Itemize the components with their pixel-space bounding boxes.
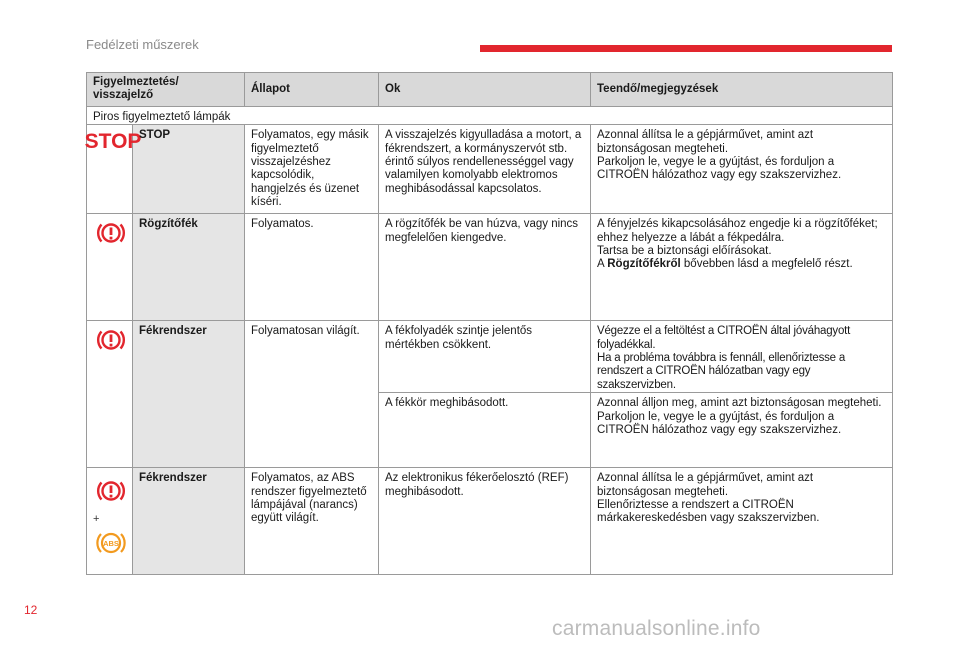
abs-icon xyxy=(93,528,129,558)
warning-lights-table xyxy=(86,72,893,575)
action-reference xyxy=(597,258,886,271)
brake-warning-icon xyxy=(93,325,129,355)
table-row xyxy=(87,125,893,214)
indicator-name: Fékrendszer xyxy=(133,468,245,575)
action-line: Azonnal állítsa le a gépjárművet, amint azt biztonságosan megteheti. xyxy=(597,472,814,498)
icon-cell xyxy=(87,214,133,321)
page-number: 12 xyxy=(24,603,38,617)
action-line: Parkoljon le, vegye le a gyújtást, és forduljon a CITROËN hálózathoz vagy egy szakszervizhez. xyxy=(597,156,842,182)
abs-icon-text: ABS xyxy=(103,539,119,549)
indicator-name: Fékrendszer xyxy=(133,321,245,468)
cause-cell: A fékfolyadék szintje jelentős mértékben csökkent. xyxy=(379,321,591,393)
header-accent-bar xyxy=(480,45,892,52)
table-row xyxy=(87,214,893,321)
icon-cell xyxy=(87,321,133,468)
action-cell xyxy=(591,125,893,214)
indicator-name: STOP xyxy=(133,125,245,214)
cause-cell: A rögzítőfék be van húzva, vagy nincs megfelelően kiengedve. xyxy=(379,214,591,321)
table-header-row xyxy=(87,73,893,107)
column-header-cause: Ok xyxy=(379,73,591,107)
action-cell xyxy=(591,321,893,393)
action-line: Parkoljon le, vegye le a gyújtást, és forduljon a CITROËN hálózathoz vagy egy szakszervizhez. xyxy=(597,410,842,437)
action-line: Ellenőriztesse a rendszert a CITROËN márkakereskedésben vagy szakszervizben. xyxy=(597,499,820,525)
state-cell: Folyamatosan világít. xyxy=(245,321,379,468)
column-header-state: Állapot xyxy=(245,73,379,107)
brake-warning-icon xyxy=(93,218,129,248)
action-ref-prefix: A xyxy=(597,258,608,271)
icon-cell xyxy=(84,125,142,214)
action-line: Ha a probléma továbbra is fennáll, ellenőriztesse a rendszert a CITROËN hálózatban vagy egy szakszervizben. xyxy=(597,352,846,391)
action-ref-bold: Rögzítőfékről xyxy=(607,258,681,271)
cause-cell: A visszajelzés kigyulladása a motort, a fékrendszert, a kormányszervót stb. érintő súlyos rendellenességgel vagy valamilyen komolyabb elektromos meghibásodással kapcsolatos. xyxy=(379,125,591,214)
action-cell xyxy=(591,393,893,468)
state-cell: Folyamatos. xyxy=(245,214,379,321)
action-line: Azonnal állítsa le a gépjárművet, amint azt biztonságosan megteheti. xyxy=(597,129,814,155)
cause-cell: Az elektronikus fékerőelosztó (REF) meghibásodott. xyxy=(379,468,591,575)
brake-warning-icon xyxy=(93,476,129,506)
action-line: Azonnal álljon meg, amint azt biztonságosan megteheti. xyxy=(597,397,882,410)
column-header-action: Teendő/megjegyzések xyxy=(591,73,893,107)
action-line: A fényjelzés kikapcsolásához engedje ki a rögzítőféket; ehhez helyezze a lábát a fékpedálra. xyxy=(597,218,878,244)
plus-sign: + xyxy=(93,512,100,525)
stop-icon xyxy=(84,129,142,154)
action-cell xyxy=(591,468,893,575)
stop-icon-text: STOP xyxy=(84,130,142,154)
action-ref-suffix: bővebben lásd a megfelelő részt. xyxy=(680,258,853,271)
action-cell xyxy=(591,214,893,321)
state-cell: Folyamatos, az ABS rendszer figyelmeztető lámpájával (narancs) együtt világít. xyxy=(245,468,379,575)
indicator-name: Rögzítőfék xyxy=(133,214,245,321)
table-row xyxy=(87,468,893,575)
action-line: Végezze el a feltöltést a CITROËN által jóváhagyott folyadékkal. xyxy=(597,325,851,351)
action-line: Tartsa be a biztonsági előírásokat. xyxy=(597,245,772,258)
page-header-title: Fedélzeti műszerek xyxy=(86,37,199,52)
column-header-indicator: Figyelmeztetés/ visszajelző xyxy=(87,73,245,107)
section-title: Piros figyelmeztető lámpák xyxy=(87,106,893,124)
watermark: carmanualsonline.info xyxy=(552,617,761,640)
table-row xyxy=(87,321,893,393)
cause-cell: A fékkör meghibásodott. xyxy=(379,393,591,468)
section-row xyxy=(87,106,893,124)
state-cell: Folyamatos, egy másik figyelmeztető visszajelzéshez kapcsolódik, hangjelzés és üzenet kíséri. xyxy=(245,125,379,214)
icon-cell xyxy=(87,468,133,575)
